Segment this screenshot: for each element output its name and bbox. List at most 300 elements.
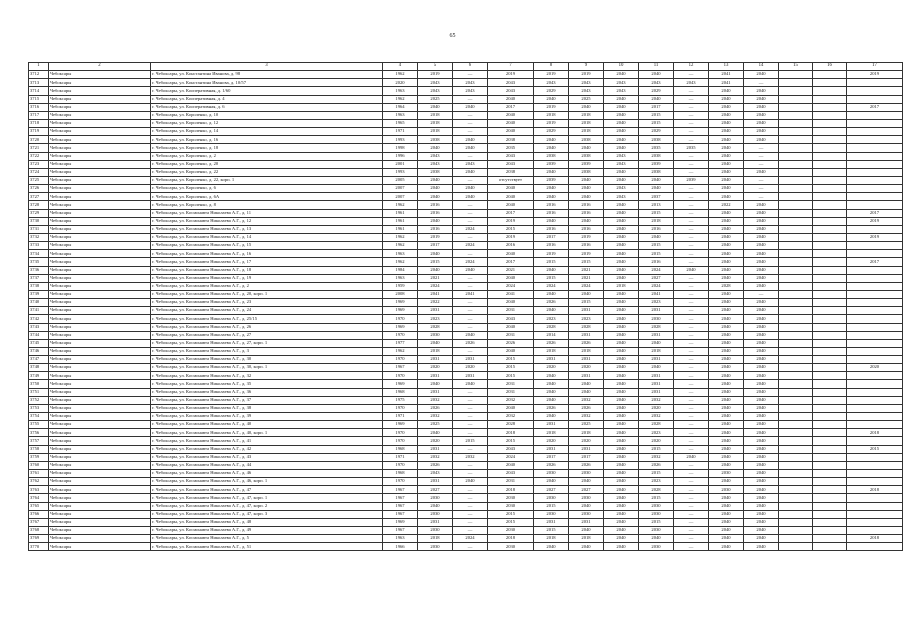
table-cell: 2040 bbox=[604, 95, 639, 103]
table-cell bbox=[779, 347, 813, 355]
table-row bbox=[29, 421, 903, 429]
table-cell: — bbox=[674, 193, 709, 201]
table-cell: 2041 bbox=[418, 290, 453, 298]
table-cell bbox=[779, 364, 813, 372]
table-cell: 1967 bbox=[383, 510, 418, 518]
table-cell: 2040 bbox=[488, 128, 534, 136]
table-cell: Чебоксары bbox=[49, 347, 151, 355]
table-cell bbox=[779, 453, 813, 461]
table-cell: 3729 bbox=[29, 209, 49, 217]
table-cell bbox=[779, 201, 813, 209]
table-cell: Чебоксары bbox=[49, 242, 151, 250]
table-cell: 3770 bbox=[29, 543, 49, 551]
table-row bbox=[29, 356, 903, 364]
table-cell: 2016 bbox=[534, 209, 569, 217]
table-cell: 2022 bbox=[709, 201, 744, 209]
table-cell: 2032 bbox=[418, 396, 453, 404]
table-row bbox=[29, 453, 903, 461]
table-row bbox=[29, 437, 903, 445]
table-cell: 1969 bbox=[383, 307, 418, 315]
table-cell: г. Чебоксары, ул. Константина Иванова, д. 10/57 bbox=[151, 79, 383, 87]
table-cell: 2040 bbox=[744, 388, 779, 396]
table-cell: Чебоксары bbox=[49, 209, 151, 217]
table-cell: 2040 bbox=[604, 380, 639, 388]
table-cell: г. Чебоксары, ул. Космонавта Николаева А.Г., д. 40 bbox=[151, 421, 383, 429]
column-header: 4 bbox=[383, 63, 418, 71]
table-cell: 2030 bbox=[488, 502, 534, 510]
table-cell: г. Чебоксары, ул. Короленко, д. 6А bbox=[151, 193, 383, 201]
table-cell: Чебоксары bbox=[49, 299, 151, 307]
table-cell: г. Чебоксары, ул. Кооперативная, д. 4 bbox=[151, 95, 383, 103]
table-cell bbox=[779, 185, 813, 193]
table-cell: 2031 bbox=[453, 356, 488, 364]
table-cell: 2030 bbox=[569, 510, 604, 518]
table-cell: г. Чебоксары, ул. Космонавта Николаева А.Г., д. 47, корп. 2 bbox=[151, 502, 383, 510]
table-cell: 2031 bbox=[418, 307, 453, 315]
table-cell: Чебоксары bbox=[49, 176, 151, 184]
table-cell: 2039 bbox=[534, 160, 569, 168]
table-cell: 2040 bbox=[534, 266, 569, 274]
table-cell: 2040 bbox=[744, 478, 779, 486]
table-cell bbox=[847, 543, 903, 551]
table-cell bbox=[847, 494, 903, 502]
table-cell: 1998 bbox=[383, 144, 418, 152]
table-cell: 2024 bbox=[453, 242, 488, 250]
table-cell: 2021 bbox=[488, 266, 534, 274]
column-header: 6 bbox=[453, 63, 488, 71]
table-cell: 3751 bbox=[29, 388, 49, 396]
table-row bbox=[29, 518, 903, 526]
table-cell: 2040 bbox=[639, 364, 674, 372]
column-header: 10 bbox=[604, 63, 639, 71]
table-cell bbox=[847, 356, 903, 364]
table-cell: г. Чебоксары, ул. Короленко, д. 10 bbox=[151, 111, 383, 119]
table-cell: 2026 bbox=[534, 339, 569, 347]
table-cell bbox=[779, 95, 813, 103]
table-cell: — bbox=[674, 95, 709, 103]
table-cell bbox=[847, 185, 903, 193]
table-cell: 2040 bbox=[604, 103, 639, 111]
table-cell bbox=[847, 225, 903, 233]
table-cell bbox=[847, 176, 903, 184]
table-cell: 2038 bbox=[639, 168, 674, 176]
table-cell: 2018 bbox=[569, 429, 604, 437]
table-cell: 2040 bbox=[709, 339, 744, 347]
table-cell: 2015 bbox=[639, 494, 674, 502]
table-cell: 2019 bbox=[488, 233, 534, 241]
table-cell: 2018 bbox=[847, 429, 903, 437]
table-cell bbox=[813, 128, 847, 136]
table-cell: 2022 bbox=[418, 299, 453, 307]
table-cell: 2038 bbox=[569, 136, 604, 144]
table-cell bbox=[813, 502, 847, 510]
table-cell: 2014 bbox=[534, 331, 569, 339]
table-cell: — bbox=[674, 201, 709, 209]
table-cell: 2038 bbox=[569, 152, 604, 160]
table-cell: 2016 bbox=[534, 225, 569, 233]
table-cell: — bbox=[674, 331, 709, 339]
table-cell: 1963 bbox=[383, 274, 418, 282]
table-cell: 2040 bbox=[744, 95, 779, 103]
table-cell: 1969 bbox=[383, 518, 418, 526]
table-cell: 2040 bbox=[639, 185, 674, 193]
table-cell: 3744 bbox=[29, 331, 49, 339]
table-cell: 2015 bbox=[488, 372, 534, 380]
table-cell bbox=[813, 478, 847, 486]
table-cell: 2041 bbox=[488, 290, 534, 298]
table-cell: 2030 bbox=[534, 470, 569, 478]
table-cell bbox=[813, 290, 847, 298]
table-cell: 2040 bbox=[604, 502, 639, 510]
table-cell: 2032 bbox=[639, 453, 674, 461]
table-cell: 2040 bbox=[709, 461, 744, 469]
table-row bbox=[29, 209, 903, 217]
table-cell: 2031 bbox=[639, 380, 674, 388]
table-cell bbox=[847, 388, 903, 396]
table-cell: 2040 bbox=[418, 266, 453, 274]
table-cell: 2043 bbox=[488, 470, 534, 478]
table-cell: 3748 bbox=[29, 364, 49, 372]
table-cell bbox=[847, 79, 903, 87]
table-cell: 2040 bbox=[604, 413, 639, 421]
table-cell: 2040 bbox=[744, 347, 779, 355]
table-cell: — bbox=[674, 380, 709, 388]
table-cell: 2040 bbox=[744, 510, 779, 518]
table-cell: 2030 bbox=[639, 502, 674, 510]
table-cell: г. Чебоксары, ул. Космонавта Николаева А.Г., д. 27 bbox=[151, 331, 383, 339]
table-cell: 2040 bbox=[709, 144, 744, 152]
table-cell: 2015 bbox=[534, 274, 569, 282]
table-cell: 2040 bbox=[604, 111, 639, 119]
table-cell: г. Чебоксары, ул. Короленко, д. 6 bbox=[151, 185, 383, 193]
table-cell: — bbox=[674, 445, 709, 453]
table-cell: 2040 bbox=[709, 437, 744, 445]
table-cell: 2015 bbox=[639, 209, 674, 217]
table-cell: 2015 bbox=[488, 364, 534, 372]
table-cell: 1971 bbox=[383, 128, 418, 136]
table-cell: 2040 bbox=[744, 364, 779, 372]
table-cell: 2040 bbox=[604, 128, 639, 136]
table-cell bbox=[847, 421, 903, 429]
table-cell: 2040 bbox=[709, 87, 744, 95]
table-cell: 2040 bbox=[709, 396, 744, 404]
table-cell: г. Чебоксары, ул. Космонавта Николаева А.Г., д. 25/15 bbox=[151, 315, 383, 323]
table-cell: — bbox=[674, 119, 709, 127]
table-cell: — bbox=[453, 413, 488, 421]
table-cell: 3747 bbox=[29, 356, 49, 364]
table-cell: Чебоксары bbox=[49, 144, 151, 152]
table-cell: 2040 bbox=[709, 136, 744, 144]
table-cell: 2040 bbox=[488, 323, 534, 331]
table-cell bbox=[813, 274, 847, 282]
table-cell: 2040 bbox=[604, 136, 639, 144]
table-cell: 2043 bbox=[418, 470, 453, 478]
table-cell: Чебоксары bbox=[49, 527, 151, 535]
table-cell: 2040 bbox=[709, 413, 744, 421]
table-cell bbox=[847, 315, 903, 323]
table-cell bbox=[779, 535, 813, 543]
table-row bbox=[29, 103, 903, 111]
table-cell: 2024 bbox=[488, 282, 534, 290]
table-cell: — bbox=[453, 152, 488, 160]
table-cell: 2040 bbox=[639, 71, 674, 79]
register-table bbox=[28, 62, 903, 551]
table-cell: 2019 bbox=[534, 103, 569, 111]
table-cell: 2018 bbox=[569, 347, 604, 355]
table-cell: — bbox=[453, 429, 488, 437]
table-cell: 2040 bbox=[744, 201, 779, 209]
table-cell: г. Чебоксары, ул. Космонавта Николаева А.Г., д. 30, корп. 1 bbox=[151, 364, 383, 372]
table-cell: 1970 bbox=[383, 331, 418, 339]
table-row bbox=[29, 445, 903, 453]
table-cell bbox=[813, 486, 847, 494]
table-cell: 1962 bbox=[383, 95, 418, 103]
table-cell: 1970 bbox=[383, 372, 418, 380]
table-cell: Чебоксары bbox=[49, 95, 151, 103]
table-cell: 2026 bbox=[418, 461, 453, 469]
table-cell: 2040 bbox=[488, 201, 534, 209]
table-cell: 2040 bbox=[709, 209, 744, 217]
table-cell bbox=[847, 453, 903, 461]
table-cell: 2040 bbox=[534, 168, 569, 176]
table-row bbox=[29, 535, 903, 543]
table-cell: Чебоксары bbox=[49, 510, 151, 518]
table-cell: 2040 bbox=[418, 176, 453, 184]
table-row bbox=[29, 201, 903, 209]
table-row bbox=[29, 168, 903, 176]
table-cell: 2023 bbox=[534, 315, 569, 323]
table-cell bbox=[847, 242, 903, 250]
table-cell: 1967 bbox=[383, 364, 418, 372]
table-cell bbox=[813, 242, 847, 250]
table-cell: 2019 bbox=[569, 71, 604, 79]
table-cell: 2040 bbox=[534, 413, 569, 421]
table-cell: 2043 bbox=[534, 79, 569, 87]
table-cell: 2040 bbox=[744, 339, 779, 347]
table-cell bbox=[847, 290, 903, 298]
table-cell: Чебоксары bbox=[49, 331, 151, 339]
table-cell: 2040 bbox=[534, 307, 569, 315]
table-row bbox=[29, 274, 903, 282]
table-cell: 2016 bbox=[534, 201, 569, 209]
table-cell bbox=[779, 527, 813, 535]
table-cell: 3767 bbox=[29, 518, 49, 526]
table-cell: 2040 bbox=[604, 217, 639, 225]
table-cell: 2040 bbox=[604, 258, 639, 266]
table-cell: 2018 bbox=[569, 111, 604, 119]
table-cell: 3745 bbox=[29, 339, 49, 347]
table-cell: 2030 bbox=[569, 494, 604, 502]
table-cell: 2018 bbox=[604, 282, 639, 290]
table-cell: 2040 bbox=[709, 176, 744, 184]
table-cell: Чебоксары bbox=[49, 323, 151, 331]
table-cell: 2040 bbox=[604, 339, 639, 347]
table-cell: 2031 bbox=[639, 307, 674, 315]
table-cell: 2020 bbox=[453, 364, 488, 372]
table-cell: 2018 bbox=[418, 535, 453, 543]
table-cell: Чебоксары bbox=[49, 128, 151, 136]
table-cell bbox=[847, 461, 903, 469]
table-cell: 3766 bbox=[29, 510, 49, 518]
table-cell: 2040 bbox=[709, 193, 744, 201]
table-cell bbox=[813, 543, 847, 551]
table-cell: 2041 bbox=[709, 79, 744, 87]
table-cell: 2040 bbox=[569, 527, 604, 535]
table-cell bbox=[847, 168, 903, 176]
table-cell: 2040 bbox=[453, 380, 488, 388]
table-cell: 1971 bbox=[383, 453, 418, 461]
table-cell: 1963 bbox=[383, 535, 418, 543]
table-row bbox=[29, 250, 903, 258]
table-cell: 2040 bbox=[488, 111, 534, 119]
table-cell: 2043 bbox=[418, 160, 453, 168]
table-cell: 2013 bbox=[639, 201, 674, 209]
table-cell: 2031 bbox=[569, 518, 604, 526]
table-cell: 3717 bbox=[29, 111, 49, 119]
table-cell: г. Чебоксары, ул. Космонавта Николаева А.Г., д. 36 bbox=[151, 388, 383, 396]
table-cell: 2040 bbox=[744, 437, 779, 445]
table-cell: 2040 bbox=[488, 404, 534, 412]
table-cell: 2019 bbox=[847, 217, 903, 225]
table-cell: 2040 bbox=[418, 250, 453, 258]
table-cell: — bbox=[453, 299, 488, 307]
table-cell: 2021 bbox=[569, 274, 604, 282]
table-cell: 2040 bbox=[744, 453, 779, 461]
table-cell: 2040 bbox=[569, 176, 604, 184]
table-cell: 2040 bbox=[674, 453, 709, 461]
table-cell bbox=[779, 87, 813, 95]
table-cell bbox=[779, 543, 813, 551]
table-cell: 2015 bbox=[488, 437, 534, 445]
table-cell: — bbox=[453, 445, 488, 453]
table-cell: г. Чебоксары, ул. Космонавта Николаева А.Г., д. 15 bbox=[151, 242, 383, 250]
table-cell: 2019 bbox=[488, 217, 534, 225]
table-cell: г. Чебоксары, ул. Короленко, д. 22 bbox=[151, 168, 383, 176]
table-cell: 3749 bbox=[29, 372, 49, 380]
table-cell: Чебоксары bbox=[49, 445, 151, 453]
table-cell: 2040 bbox=[418, 103, 453, 111]
table-cell: 2025 bbox=[569, 421, 604, 429]
table-cell: 2031 bbox=[534, 445, 569, 453]
table-cell: — bbox=[674, 233, 709, 241]
table-cell: г. Чебоксары, ул. Космонавта Николаева А.Г., д. 40, корп. 1 bbox=[151, 429, 383, 437]
table-cell: 2027 bbox=[569, 486, 604, 494]
table-cell: 2030 bbox=[639, 510, 674, 518]
table-cell: 1975 bbox=[383, 396, 418, 404]
table-cell: 2031 bbox=[569, 356, 604, 364]
table-cell: 2040 bbox=[418, 429, 453, 437]
table-cell: — bbox=[674, 87, 709, 95]
table-cell: 2040 bbox=[604, 437, 639, 445]
table-cell: 2040 bbox=[604, 518, 639, 526]
table-row bbox=[29, 136, 903, 144]
table-cell: Чебоксары bbox=[49, 79, 151, 87]
table-cell: 2040 bbox=[744, 233, 779, 241]
table-cell: 2040 bbox=[744, 282, 779, 290]
table-cell: 2040 bbox=[709, 527, 744, 535]
table-cell: 2016 bbox=[569, 225, 604, 233]
table-cell: 2025 bbox=[418, 421, 453, 429]
table-cell: 2024 bbox=[418, 282, 453, 290]
table-cell bbox=[813, 396, 847, 404]
table-cell: 3761 bbox=[29, 470, 49, 478]
table-row bbox=[29, 144, 903, 152]
table-cell: 2040 bbox=[709, 323, 744, 331]
table-cell: 2031 bbox=[639, 356, 674, 364]
table-cell bbox=[779, 160, 813, 168]
table-cell: 2040 bbox=[534, 185, 569, 193]
table-cell: 2015 bbox=[569, 258, 604, 266]
table-cell: 2029 bbox=[639, 87, 674, 95]
table-cell: — bbox=[674, 486, 709, 494]
table-cell: 1962 bbox=[383, 347, 418, 355]
table-cell: г. Чебоксары, ул. Космонавта Николаева А.Г., д. 26 bbox=[151, 323, 383, 331]
table-cell: 2024 bbox=[488, 453, 534, 461]
table-cell: 1962 bbox=[383, 242, 418, 250]
table-cell: 2031 bbox=[418, 372, 453, 380]
table-cell: 2040 bbox=[709, 518, 744, 526]
table-cell: Чебоксары bbox=[49, 193, 151, 201]
table-cell bbox=[813, 518, 847, 526]
table-cell: — bbox=[744, 160, 779, 168]
table-cell bbox=[847, 396, 903, 404]
table-cell: 2035 bbox=[674, 144, 709, 152]
column-header: 3 bbox=[151, 63, 383, 71]
table-cell: 2018 bbox=[639, 217, 674, 225]
table-cell: 2040 bbox=[709, 543, 744, 551]
table-cell: 2018 bbox=[534, 429, 569, 437]
table-cell: Чебоксары bbox=[49, 111, 151, 119]
table-cell: г. Чебоксары, ул. Космонавта Николаева А.Г., д. 41 bbox=[151, 437, 383, 445]
table-cell: 2015 bbox=[639, 111, 674, 119]
table-cell: 2040 bbox=[604, 347, 639, 355]
table-cell: Чебоксары bbox=[49, 388, 151, 396]
table-cell: — bbox=[453, 470, 488, 478]
table-cell: 2040 bbox=[488, 347, 534, 355]
table-cell bbox=[847, 274, 903, 282]
table-cell: 2040 bbox=[569, 388, 604, 396]
table-row bbox=[29, 95, 903, 103]
table-cell: 1963 bbox=[383, 250, 418, 258]
table-cell bbox=[847, 144, 903, 152]
table-cell: 2019 bbox=[418, 233, 453, 241]
table-cell bbox=[779, 494, 813, 502]
table-cell: 2040 bbox=[604, 445, 639, 453]
table-row bbox=[29, 160, 903, 168]
table-cell: Чебоксары bbox=[49, 372, 151, 380]
table-cell: 1996 bbox=[383, 152, 418, 160]
table-cell: 2040 bbox=[604, 356, 639, 364]
table-cell: 2040 bbox=[744, 274, 779, 282]
table-cell: — bbox=[674, 168, 709, 176]
table-cell: 2039 bbox=[534, 176, 569, 184]
table-cell: 2040 bbox=[418, 193, 453, 201]
table-cell bbox=[813, 136, 847, 144]
table-cell: 2008 bbox=[383, 290, 418, 298]
table-cell: 2015 bbox=[639, 445, 674, 453]
table-cell: — bbox=[744, 152, 779, 160]
table-cell: 2040 bbox=[639, 95, 674, 103]
table-cell bbox=[847, 193, 903, 201]
table-cell: 2040 bbox=[744, 323, 779, 331]
table-cell: Чебоксары bbox=[49, 461, 151, 469]
page-number: 65 bbox=[449, 33, 456, 39]
table-row bbox=[29, 461, 903, 469]
table-cell: Чебоксары bbox=[49, 364, 151, 372]
table-cell bbox=[847, 380, 903, 388]
table-cell: 2040 bbox=[744, 266, 779, 274]
table-cell: 3756 bbox=[29, 429, 49, 437]
